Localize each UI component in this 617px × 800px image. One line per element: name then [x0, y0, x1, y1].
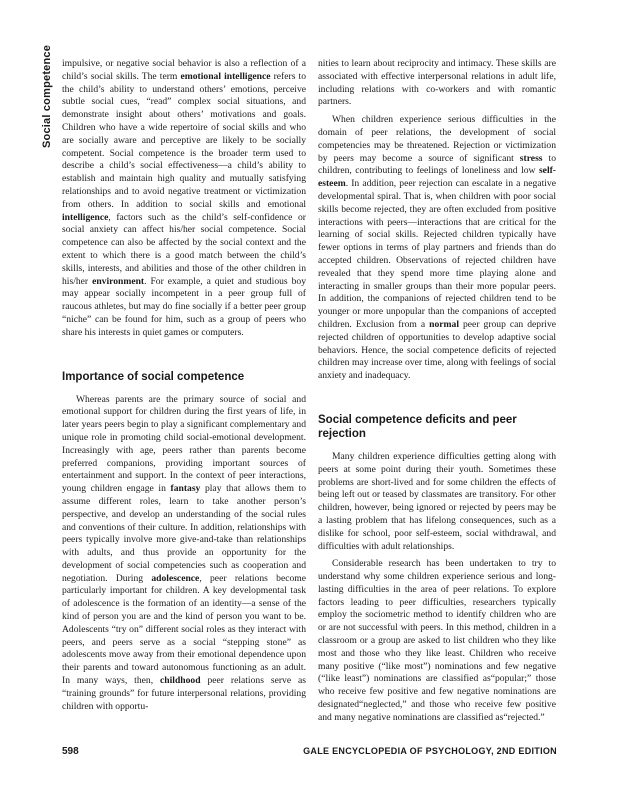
- paragraph: Many children experience difficulties getting along with peers at some point during their youth. Sometimes these problems are short-lived and for some children the effects of being left out or teased by classmates are transitory. For other children, however, being ignored or rejected by peers may be a lasting problem that has lifelong consequences, such as a dislike for school, poor self-esteem, social withdrawal, and difficulties with adult relationships.: [318, 450, 556, 552]
- paragraph: Considerable research has been undertaken to try to understand why some children experience serious and long-lasting difficulties in the area of peer relations. To explore factors leading to peer difficulties, researchers typically employ the sociometric method to identify children who are or are not successful with peers. In this method, children in a classroom or a group are asked to list children who they like most and those who they like least. Children who receive many positive (“like most”) nominations and few negative (“like least”) nominations are classified as“popular;” those who receive few positive and few negative nominations are designated“neglected,” and those who receive few positive and many negative nominations are classified as“rejected.”: [318, 558, 556, 723]
- running-head: Social competence: [41, 44, 53, 148]
- key-term: childhood: [160, 675, 201, 687]
- paragraph: impulsive, or negative social behavior is also a reflection of a child’s social skills. The term emotional intelligence refers to the child’s ability to understand others’ emotions, perceive subtle social cues, “read” complex social situations, and demonstrate insight about others’ motivations and goals. Children who have a wide repertoire of social skills and who are socially aware and perceptive are likely to be socially competent. Social competence is the broader term used to describe a child’s social effectiveness—a child’s ability to establish and maintain high quality and mutually satisfying relationships and to avoid negative treatment or victimization from others. In addition to social skills and emotional intelligence, factors such as the child’s self-confidence or social anxiety can affect his/her social competence. Social competence can also be affected by the social context and the extent to which there is a good match between the child’s skills, interests, and abilities and those of the other children in his/her environment. For example, a quiet and studious boy may appear socially incompetent in a peer group full of raucous athletes, but may do fine socially if a better peer group “niche” can be found for him, such as a group of peers who share his interests in quiet games or computers.: [62, 58, 307, 338]
- key-term: intelligence: [62, 211, 109, 223]
- page-number: 598: [62, 746, 79, 757]
- left-column: [62, 58, 306, 713]
- key-term: emotional intelligence: [180, 70, 271, 82]
- paragraph: Whereas parents are the primary source of social and emotional support for children during the first years of life, in later years peers begin to play a significant complementary and unique role in promoting child social-emotional development. Increasingly with age, peers rather than parents become preferred companions, providing important sources of entertainment and support. In the context of peer interactions, young children engage in fantasy play that allows them to assume different roles, learn to take another person’s perspective, and develop an understanding of the social rules and conventions of their culture. In addition, relationships with peers typically involve more give-and-take than relationships with adults, and thus provide an opportunity for the development of social competencies such as cooperation and negotiation. During adolescence, peer relations become particularly important for children. A key developmental task of adolescence is the formation of an identity—a sense of the kind of person you are and the kind of person you want to be. Adolescents “try on” different social roles as they interact with peers, and peers serve as a social “stepping stone” as adolescents move away from their emotional dependence upon their parents and toward autonomous functioning as an adult. In many ways, then, childhood peer relations serve as “training grounds” for future interpersonal relations, providing children with opportu-: [62, 393, 307, 712]
- publication-title: GALE ENCYCLOPEDIA OF PSYCHOLOGY, 2ND EDITION: [303, 746, 557, 756]
- key-term: self-esteem: [318, 165, 556, 190]
- key-term: stress: [519, 152, 543, 164]
- key-term: environment: [92, 275, 145, 287]
- key-term: adolescence: [151, 572, 200, 584]
- paragraph: When children experience serious difficulties in the domain of peer relations, the development of social competencies may be threatened. Rejection or victimization by peers may become a source of significant stress to children, contributing to feelings of loneliness and low self-esteem. In addition, peer rejection can escalate in a negative developmental spiral. That is, when children with poor social skills become rejected, they are often excluded from positive interactions with peers—interactions that are critical for the learning of social skills. Rejected children typically have fewer options in terms of play partners and friends than do accepted children. Observations of rejected children have revealed that they spend more time playing alone and interacting in smaller groups than their more popular peers. In addition, the companions of rejected children tend to be younger or more unpopular than the companions of accepted children. Exclusion from a normal peer group can deprive rejected children of opportunities to develop adaptive social behaviors. Hence, the social competence deficits of rejected children may increase over time, along with feelings of social anxiety and inadequacy.: [318, 114, 556, 382]
- section-heading: Social competence deficits and peer rejection: [318, 413, 517, 440]
- paragraph: nities to learn about reciprocity and intimacy. These skills are associated with effective interpersonal relations in adult life, including relations with co-workers and with romantic partners.: [318, 58, 556, 108]
- key-term: fantasy: [170, 483, 201, 495]
- key-term: normal: [429, 318, 459, 330]
- right-column: [318, 58, 556, 725]
- section-heading: Importance of social competence: [62, 370, 245, 383]
